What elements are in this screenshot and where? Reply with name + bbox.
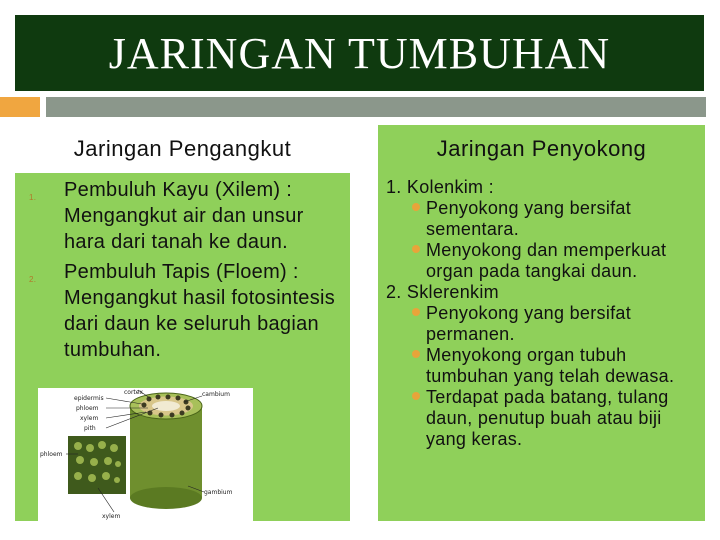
right-panel xyxy=(378,173,705,521)
list-item xyxy=(386,387,701,450)
list-item xyxy=(386,345,701,387)
bullet-icon xyxy=(412,308,420,316)
stem-cylinder-body xyxy=(130,406,202,498)
group-title-sklerenkim: 2. Sklerenkim xyxy=(386,282,499,302)
list-text: Penyokong yang bersifat permanen. xyxy=(426,303,632,344)
accent-bar-orange xyxy=(0,97,40,117)
left-panel-heading: Jaringan Pengangkut xyxy=(73,136,292,161)
list-text: Pembuluh Kayu (Xilem) : Mengangkut air dan unsur hara dari tanah ke daun. xyxy=(64,179,304,253)
stem-pith xyxy=(152,401,180,411)
accent-bar-gray xyxy=(46,97,706,117)
bullet-icon xyxy=(412,245,420,253)
left-list xyxy=(15,177,350,367)
bullet-icon xyxy=(412,392,420,400)
diagram-label-xylem: xylem xyxy=(80,415,99,422)
list-text: Menyokong organ tubuh tumbuhan yang telah dewasa. xyxy=(426,345,675,386)
stem-diagram-svg xyxy=(38,388,253,521)
diagram-label-phloem-side: phloem xyxy=(40,451,63,458)
list-text: Terdapat pada batang, tulang daun, penutup buah atau biji yang keras. xyxy=(426,387,669,449)
diagram-label-gambium: gambium xyxy=(204,489,233,496)
diagram-label-cortex: cortex xyxy=(124,389,143,396)
list-number: 2. xyxy=(29,275,37,284)
list-number: 1. xyxy=(29,193,37,202)
group-title-kolenkim: 1. Kolenkim : xyxy=(386,177,494,197)
diagram-label-epidermis: epidermis xyxy=(74,395,104,402)
slide-title: JARINGAN TUMBUHAN xyxy=(15,15,704,91)
list-item xyxy=(15,177,350,255)
bullet-icon xyxy=(412,350,420,358)
diagram-label-pith: pith xyxy=(84,425,96,432)
stem-cylinder-bottom xyxy=(130,487,202,509)
list-item xyxy=(386,198,701,240)
left-panel xyxy=(15,173,350,521)
list-item xyxy=(15,259,350,363)
list-text: Menyokong dan memperkuat organ pada tangkai daun. xyxy=(426,240,667,281)
list-text: Penyokong yang bersifat sementara. xyxy=(426,198,632,239)
bullet-icon xyxy=(412,203,420,211)
diagram-label-xylem-bottom: xylem xyxy=(102,513,121,520)
diagram-label-cambium: cambium xyxy=(202,391,230,398)
right-panel-heading: Jaringan Penyokong xyxy=(378,125,705,173)
stem-cross-section-diagram xyxy=(38,388,253,521)
list-text: Pembuluh Tapis (Floem) : Mengangkut hasil fotosintesis dari daun ke seluruh bagian tumbuhan. xyxy=(64,261,336,361)
diagram-label-phloem: phloem xyxy=(76,405,99,412)
list-item xyxy=(386,303,701,345)
list-item xyxy=(386,240,701,282)
right-list xyxy=(386,177,701,450)
